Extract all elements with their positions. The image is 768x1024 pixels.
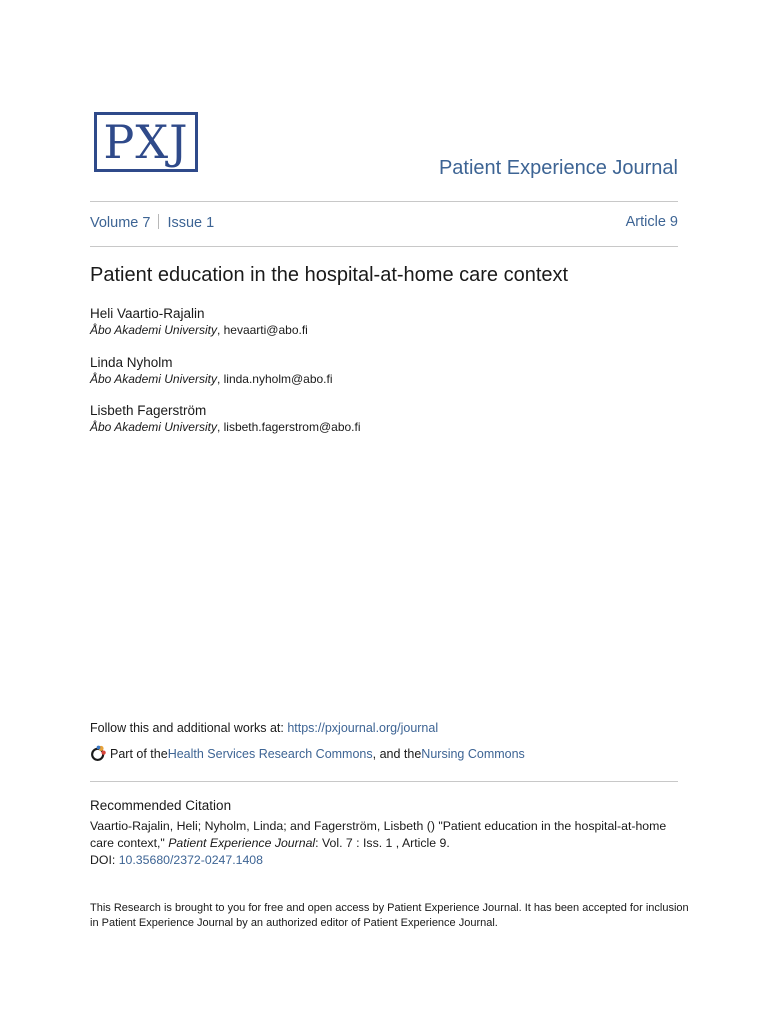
access-statement: This Research is brought to you for free and open access by Patient Experience Journal. It has been accepted for inclusion in Patient Experience Journal by an authorized editor of Patient Experience Journal. bbox=[90, 902, 689, 929]
citation-part: care context," bbox=[90, 836, 169, 850]
author-name: Heli Vaartio-Rajalin bbox=[90, 306, 205, 321]
doi-label: DOI: bbox=[90, 853, 119, 867]
journal-url-link[interactable]: https://pxjournal.org/journal bbox=[287, 721, 439, 735]
author-affiliation bbox=[90, 419, 361, 436]
issue-link[interactable]: Issue 1 bbox=[167, 215, 215, 231]
citation-line: Vaartio-Rajalin, Heli; Nyholm, Linda; and Fagerström, Lisbeth () "Patient education in the hospital-at-home bbox=[90, 819, 667, 833]
logo-text: PXJ bbox=[103, 115, 189, 169]
volume-link[interactable]: Volume 7 bbox=[90, 215, 151, 231]
citation-divider bbox=[90, 781, 678, 782]
volume-issue-row bbox=[90, 214, 214, 231]
author-block bbox=[90, 305, 308, 339]
journal-logo bbox=[94, 112, 198, 172]
title-divider bbox=[90, 246, 678, 247]
affiliation-name: Åbo Akademi University bbox=[90, 420, 217, 434]
citation-heading: Recommended Citation bbox=[90, 798, 232, 813]
part-of-middle: , and the bbox=[372, 746, 422, 761]
follow-line bbox=[90, 721, 438, 735]
separator bbox=[158, 214, 159, 229]
commons-network-icon bbox=[90, 745, 107, 762]
citation-part: : Vol. 7 : Iss. 1 , Article 9. bbox=[315, 836, 450, 850]
health-services-commons-link[interactable]: Health Services Research Commons bbox=[167, 746, 373, 761]
journal-title-link[interactable]: Patient Experience Journal bbox=[438, 157, 678, 179]
author-email: , lisbeth.fagerstrom@abo.fi bbox=[216, 420, 361, 434]
author-block bbox=[90, 402, 361, 436]
author-email: , linda.nyholm@abo.fi bbox=[216, 372, 333, 386]
affiliation-name: Åbo Akademi University bbox=[90, 372, 217, 386]
author-name: Lisbeth Fagerström bbox=[90, 403, 207, 418]
follow-prefix: Follow this and additional works at: bbox=[90, 721, 288, 735]
citation-text bbox=[90, 818, 690, 869]
paper-title: Patient education in the hospital-at-home care context bbox=[90, 264, 569, 286]
author-email: , hevaarti@abo.fi bbox=[216, 323, 308, 337]
doi-link[interactable]: 10.35680/2372-0247.1408 bbox=[118, 853, 263, 867]
citation-journal: Patient Experience Journal bbox=[168, 836, 316, 850]
nursing-commons-link[interactable]: Nursing Commons bbox=[421, 746, 525, 761]
author-affiliation bbox=[90, 371, 333, 388]
part-of-prefix: Part of the bbox=[110, 746, 168, 761]
author-affiliation bbox=[90, 322, 308, 339]
citation-line bbox=[90, 835, 690, 852]
affiliation-name: Åbo Akademi University bbox=[90, 323, 217, 337]
article-link[interactable]: Article 9 bbox=[625, 214, 678, 230]
header-divider bbox=[90, 201, 678, 202]
citation-doi-line bbox=[90, 852, 690, 869]
part-of-line bbox=[90, 745, 525, 762]
author-block bbox=[90, 354, 333, 388]
author-name: Linda Nyholm bbox=[90, 355, 173, 370]
